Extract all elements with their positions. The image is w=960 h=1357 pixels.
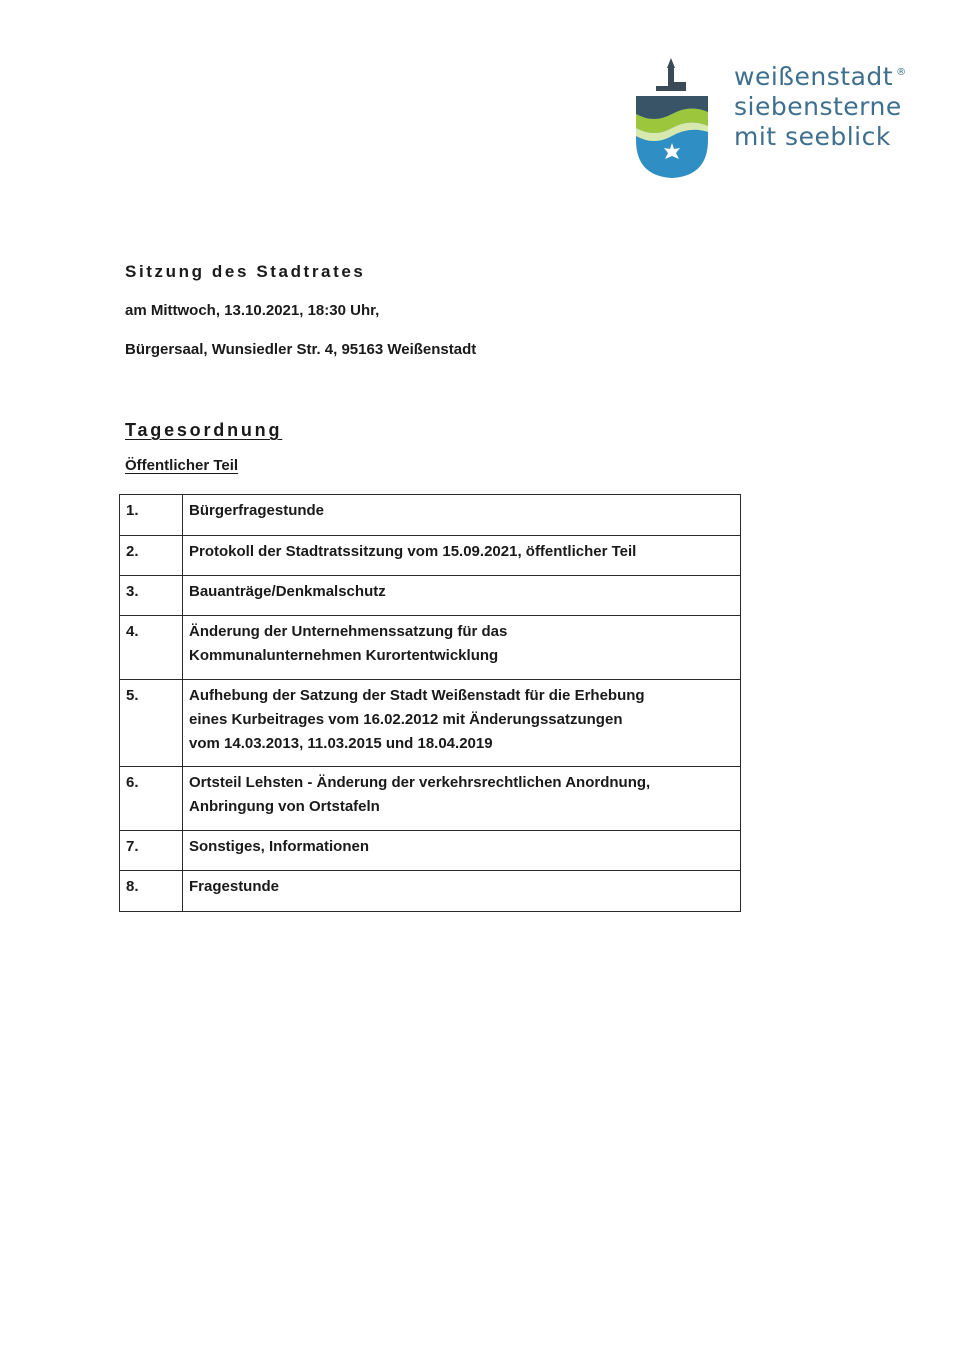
logo-line-3: mit seeblick: [734, 122, 891, 151]
agenda-row: [120, 536, 741, 576]
agenda-number: 8.: [120, 871, 183, 912]
agenda-item: Änderung der Unternehmenssatzung für das Kommunalunternehmen Kurortentwicklung: [183, 616, 741, 680]
agenda-number: 5.: [120, 680, 183, 767]
agenda-table: [119, 494, 741, 912]
logo-line-1: weißenstadt: [734, 62, 894, 91]
agenda-number: 1.: [120, 495, 183, 536]
agenda-row: [120, 495, 741, 536]
agenda-item: Bauanträge/Denkmalschutz: [183, 576, 741, 616]
section-title: Öffentlicher Teil: [125, 457, 239, 474]
agenda-row: [120, 576, 741, 616]
agenda-row: [120, 616, 741, 680]
agenda-row: [120, 871, 741, 912]
town-crest-icon: [630, 56, 720, 182]
meeting-heading: Sitzung des Stadtrates: [125, 262, 366, 281]
agenda-item: Fragestunde: [183, 871, 741, 912]
agenda-item: Protokoll der Stadtratssitzung vom 15.09.2021, öffentlicher Teil: [183, 536, 741, 576]
logo-line-2: siebensterne: [734, 92, 902, 121]
agenda-number: 6.: [120, 767, 183, 831]
agenda-number: 3.: [120, 576, 183, 616]
town-logo: [630, 56, 930, 182]
agenda-number: 2.: [120, 536, 183, 576]
meeting-date: am Mittwoch, 13.10.2021, 18:30 Uhr,: [125, 302, 380, 319]
agenda-number: 7.: [120, 831, 183, 871]
agenda-row: [120, 680, 741, 767]
agenda-number: 4.: [120, 616, 183, 680]
meeting-location: Bürgersaal, Wunsiedler Str. 4, 95163 Weißenstadt: [125, 341, 477, 358]
agenda-title: Tagesordnung: [125, 420, 283, 440]
agenda-item: Sonstiges, Informationen: [183, 831, 741, 871]
agenda-item: Ortsteil Lehsten - Änderung der verkehrsrechtlichen Anordnung, Anbringung von Ortstafeln: [183, 767, 741, 831]
agenda-item: Aufhebung der Satzung der Stadt Weißenstadt für die Erhebung eines Kurbeitrages vom 16.02.2012 mit Änderungssatzungen vom 14.03.2013, 11.03.2015 und 18.04.2019: [183, 680, 741, 767]
registered-mark: ®: [896, 67, 907, 78]
agenda-item: Bürgerfragestunde: [183, 495, 741, 536]
agenda-row: [120, 767, 741, 831]
agenda-row: [120, 831, 741, 871]
logo-wordmark: [734, 62, 907, 152]
